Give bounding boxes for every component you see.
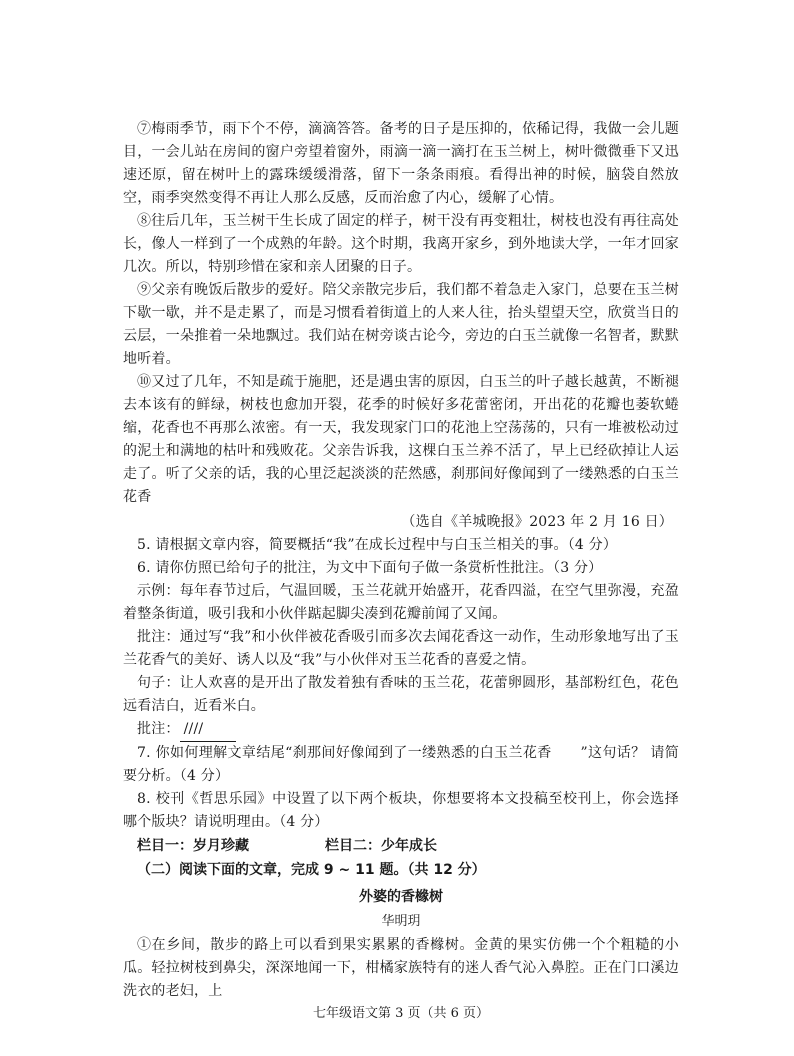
column-option-2: 栏目二：少年成长 bbox=[325, 838, 437, 854]
annotation-blank: //// bbox=[180, 718, 236, 742]
column-options bbox=[123, 834, 679, 858]
target-sentence: 句子：让人欢喜的是开出了散发着独有香味的玉兰花，花蕾卵圆形，基部粉红色，花色远看洁白，近看米白。 bbox=[123, 675, 679, 714]
section-heading: （二）阅读下面的文章，完成 9 ~ 11 题。（共 12 分） bbox=[137, 862, 486, 878]
question-7: 7. 你如何理解文章结尾“刹那间好像闻到了一缕熟悉的白玉兰花香 ”这句话？ 请简要分析。（4 分） bbox=[123, 745, 679, 784]
page-footer: 七年级语文第 3 页（共 6 页） bbox=[312, 1006, 490, 1021]
article-paragraph-1: ①在乡间，散步的路上可以看到果实累累的香橼树。金黄的果实仿佛一个个粗糙的小瓜。轻拉树枝到鼻尖，深深地闻一下，柑橘家族特有的迷人香气沁入鼻腔。正在门口溪边洗衣的老妇，上 bbox=[123, 937, 679, 999]
question-5: 5. 请根据文章内容，简要概括“我”在成长过程中与白玉兰相关的事。（4 分） bbox=[137, 537, 618, 553]
question-6: 6. 请你仿照已给句子的批注，为文中下面句子做一条赏析性批注。（3 分） bbox=[137, 560, 603, 576]
example-sentence: 示例：每年春节过后，气温回暖，玉兰花就开始盛开，花香四溢，在空气里弥漫，充盈着整条街道，吸引我和小伙伴踮起脚尖凑到花瓣前闻了又闻。 bbox=[123, 583, 679, 622]
example-annotation: 批注：通过写“我”和小伙伴被花香吸引而多次去闻花香这一动作，生动形象地写出了玉兰花香气的美好、诱人以及“我”与小伙伴对玉兰花香的喜爱之情。 bbox=[123, 629, 679, 668]
question-8: 8. 校刊《哲思乐园》中设置了以下两个板块，你想要将本文投稿至校刊上，你会选择哪个版块？请说明理由。（4 分） bbox=[123, 791, 679, 830]
paragraph-8: ⑧往后几年，玉兰树干生长成了固定的样子，树干没有再变粗壮，树枝也没有再往高处长，像人一样到了一个成熟的年龄。这个时期，我离开家乡，到外地读大学，一年才回家几次。所以，特别珍惜在家和亲人团聚的日子。 bbox=[123, 213, 679, 275]
source-citation: （选自《羊城晚报》2023 年 2 月 16 日） bbox=[401, 514, 673, 530]
paragraph-10: ⑩又过了几年，不知是疏于施肥，还是遇虫害的原因，白玉兰的叶子越长越黄，不断褪去本该有的鲜绿，树枝也愈加开裂，花季的时候好多花蕾密闭，开出花的花瓣也萎软蜷缩，花香也不再那么浓密。有一天，我发现家门口的花池上空荡荡的，只有一堆被松动过的泥土和满地的枯叶和残败花。父亲告诉我，这棵白玉兰养不活了，早上已经砍掉让人运走了。听了父亲的话，我的心里泛起淡淡的茫然感，刹那间好像闻到了一缕熟悉的白玉兰花香 bbox=[123, 374, 679, 505]
annotation-label: 批注： bbox=[137, 721, 180, 737]
article-author: 华明玥 bbox=[381, 914, 421, 929]
article-title: 外婆的香橼树 bbox=[359, 889, 443, 905]
paragraph-7: ⑦梅雨季节，雨下个不停，滴滴答答。备考的日子是压抑的，依稀记得，我做一会儿题目，一会儿站在房间的窗户旁望着窗外，雨滴一滴一滴打在玉兰树上，树叶微微垂下又迅速还原，留在树叶上的露珠缓缓滑落，留下一条条雨痕。看得出神的时候，脑袋自然放空，雨季突然变得不再让人那么反感，反而治愈了内心，缓解了心情。 bbox=[123, 121, 679, 206]
paragraph-9: ⑨父亲有晚饭后散步的爱好。陪父亲散完步后，我们都不着急走入家门，总要在玉兰树下歇一歇，并不是走累了，而是习惯看着街道上的人来人往，抬头望望天空，欣赏当日的云层，一朵推着一朵地飘过。我们站在树旁谈古论今，旁边的白玉兰就像一名智者，默默地听着。 bbox=[123, 282, 679, 367]
annotation-line bbox=[123, 718, 679, 742]
column-option-1: 栏目一：岁月珍藏 bbox=[137, 838, 249, 854]
